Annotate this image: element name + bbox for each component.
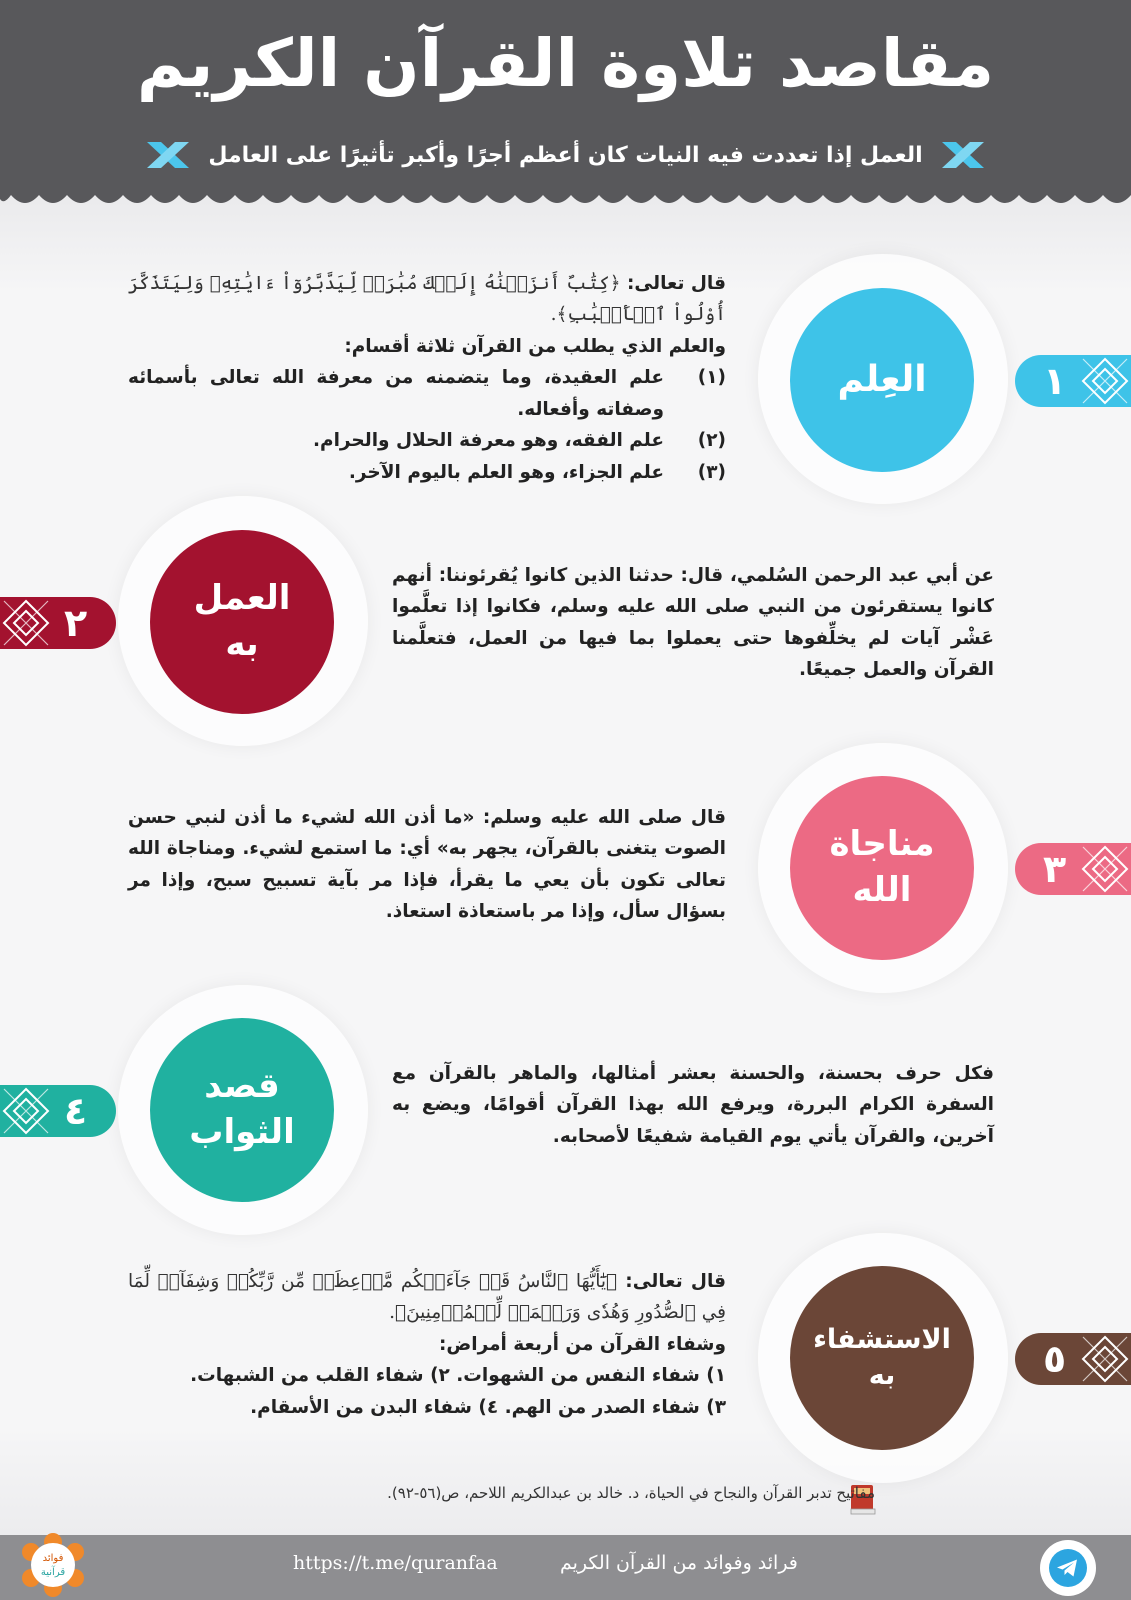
number-tab-5 (1015, 1333, 1131, 1385)
circle-conversation: مناجاة الله (790, 776, 974, 960)
section-text: عن أبي عبد الرحمن السُلمي، قال: حدثنا الذين كانوا يُقرئوننا: أنهم كانوا يستقرئون من النبي صلى الله عليه وسلم، فكانوا إذا تعلَّموا عَشْر آيات لم يخلِّفوها حتى يعملوا بما فيها من العمل، فتعلَّمنا القرآن والعمل جميعًا. (392, 565, 994, 681)
circle-knowledge: العِلم (790, 288, 974, 472)
list-line: ١) شفاء النفس من الشهوات. ٢) شفاء القلب من الشبهات. (190, 1365, 726, 1387)
scalloped-edge (0, 185, 1131, 211)
subtitle (0, 138, 1131, 172)
channel-link[interactable]: https://t.me/quranfaa (293, 1552, 498, 1574)
circle-reward: قصد الثواب (150, 1018, 334, 1202)
cross-ribbon-icon (145, 138, 191, 172)
list-item: (١) علم العقيدة، وما يتضمنه من معرفة الله تعالى بأسمائه وصفاته وأفعاله. (128, 367, 726, 420)
number-tab-3 (1015, 843, 1131, 895)
lead-line: وشفاء القرآن من أربعة أمراض: (438, 1333, 726, 1355)
section-text: قال صلى الله عليه وسلم: «ما أذن الله لشيء ما أذن لنبي حسن الصوت يتغنى بالقرآن، يجهر به» أي: ما استمع لشيء. ومناجاة الله تعالى تكون بأن يعي ما يقرأ، فإذا مر بآية تسبيح سبح، وإذا مر بسؤال سأل، وإذا مر باستعاذة استعاذ. (128, 807, 726, 923)
page-title: مقاصد تلاوة القرآن الكريم (136, 25, 995, 102)
geometric-pattern-icon (1079, 1333, 1131, 1385)
circle-action: العمل به (150, 530, 334, 714)
section-number: ٥ (1043, 1337, 1067, 1381)
channel-title: فرائد وفوائد من القرآن الكريم (560, 1552, 798, 1574)
verse-paragraph: قال تعالى: ﴿كِتَٰبٌ أَنزَلۡنَٰهُ إِلَيۡكَ مُبَٰرَكٞ لِّيَدَّبَّرُوٓاْ ءَايَٰتِهِۦ وَلِيَتَذَكَّرَ أُوْلُواْ ٱلۡأَلۡبَٰبِ﴾. (128, 273, 726, 326)
telegram-icon[interactable] (1040, 1540, 1096, 1596)
geometric-pattern-icon (1079, 843, 1131, 895)
geometric-pattern-icon (1079, 355, 1131, 407)
number-tab-4 (0, 1085, 116, 1137)
cross-ribbon-icon (940, 138, 986, 172)
telegram-glyph-icon (1048, 1548, 1088, 1588)
list-item: (٣) علم الجزاء، وهو العلم باليوم الآخر. (348, 461, 726, 483)
section-text (128, 268, 726, 488)
number-tab-1 (1015, 355, 1131, 407)
source-reference: مفاتيح تدبر القرآن والنجاح في الحياة، د. خالد بن عبدالكريم اللاحم، ص(٥٦-٩٢). (387, 1484, 875, 1502)
svg-text:فوائد: فوائد (42, 1553, 64, 1564)
subtitle-text: العمل إذا تعددت فيه النيات كان أعظم أجرًا وأكبر تأثيرًا على العامل (208, 142, 923, 168)
quran-verse: ﴿يَٰٓأَيُّهَا ٱلنَّاسُ قَدۡ جَآءَتۡكُم مَّوۡعِظَةٞ مِّن رَّبِّكُمۡ وَشِفَآءٞ لِّمَا فِي ٱلصُّدُورِ وَهُدٗى وَرَحۡمَةٞ لِّلۡمُؤۡمِنِينَ﴾. (128, 1271, 726, 1324)
svg-text:قرآنية: قرآنية (40, 1567, 66, 1578)
knowledge-list (128, 362, 726, 488)
section-number: ١ (1043, 359, 1067, 403)
geometric-pattern-icon (0, 1085, 52, 1137)
section-number: ٣ (1043, 847, 1067, 891)
channel-logo (14, 1530, 92, 1600)
number-tab-2 (0, 597, 116, 649)
section-text: فكل حرف بحسنة، والحسنة بعشر أمثالها، والماهر بالقرآن مع السفرة الكرام البررة، ويرفع الله بهذا القرآن أقوامًا، ويضع به آخرين، والقرآن يأتي يوم القيامة شفيعًا لأصحابه. (392, 1063, 994, 1147)
verse-paragraph: قال تعالى: ﴿يَٰٓأَيُّهَا ٱلنَّاسُ قَدۡ جَآءَتۡكُم مَّوۡعِظَةٞ مِّن رَّبِّكُمۡ وَشِفَآءٞ لِّمَا فِي ٱلصُّدُورِ وَهُدٗى وَرَحۡمَةٞ لِّلۡمُؤۡمِنِينَ﴾. (128, 1271, 727, 1324)
list-item: (٢) علم الفقه، وهو معرفة الحلال والحرام. (312, 430, 726, 452)
quran-verse: ﴿كِتَٰبٌ أَنزَلۡنَٰهُ إِلَيۡكَ مُبَٰرَكٞ لِّيَدَّبَّرُوٓاْ ءَايَٰتِهِۦ وَلِيَتَذَكَّرَ أُوْلُواْ ٱلۡأَلۡبَٰبِ﴾. (128, 273, 726, 326)
circle-healing: الاستشفاء به (790, 1266, 974, 1450)
section-number: ٢ (64, 601, 88, 645)
section-text (128, 1266, 726, 1423)
lead-line: والعلم الذي يطلب من القرآن ثلاثة أقسام: (344, 335, 726, 357)
geometric-pattern-icon (0, 597, 52, 649)
section-number: ٤ (64, 1089, 88, 1133)
list-line: ٣) شفاء الصدر من الهم. ٤) شفاء البدن من الأسقام. (250, 1396, 726, 1418)
